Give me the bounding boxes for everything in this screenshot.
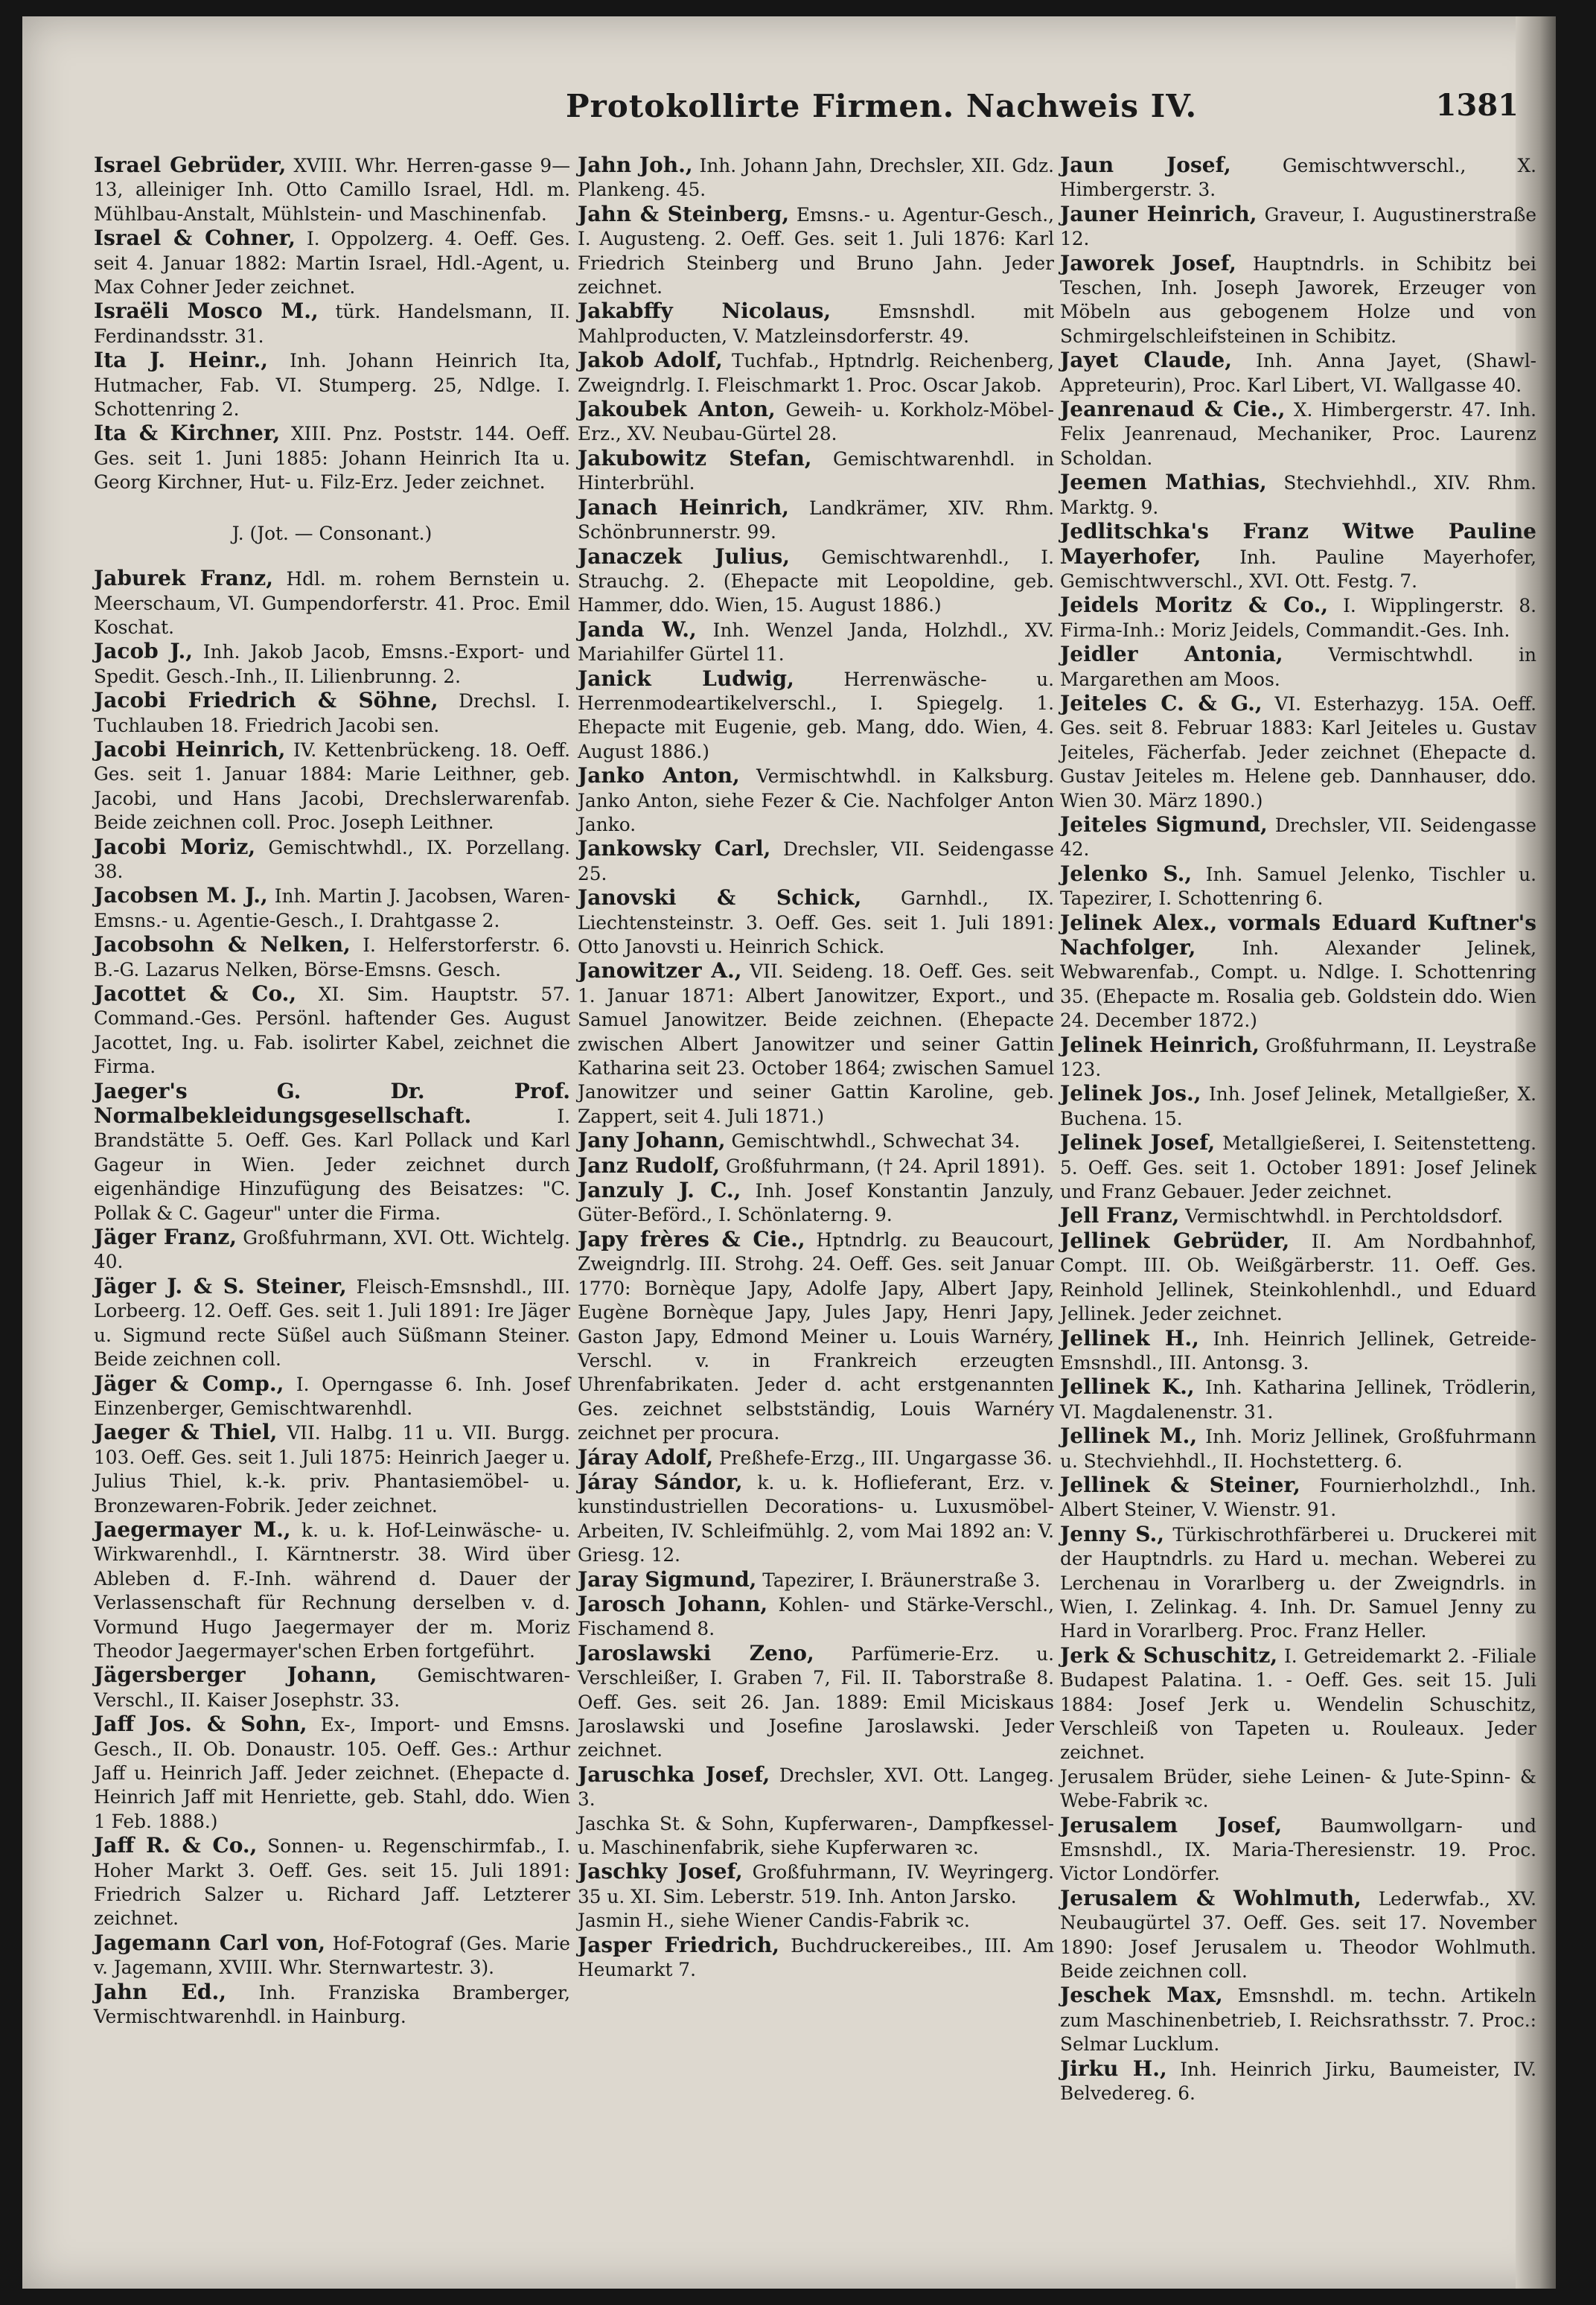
directory-entry: [1060, 348, 1536, 398]
firm-name: Janovski & Schick,: [578, 885, 862, 911]
entry-details: Fournierholzhdl., Inh. Albert Steiner, V. Wienstr. 91.: [1060, 1474, 1536, 1521]
firm-name: Jerusalem Josef,: [1060, 1812, 1283, 1837]
entry-details: Jerusalem Brüder, siehe Leinen- & Jute-Spinn- & Webe-Fabrik ꝛc.: [1060, 1765, 1536, 1812]
directory-entry: [578, 764, 1054, 837]
firm-name: Jacottet & Co.,: [94, 981, 297, 1006]
firm-name: Jakoubek Anton,: [578, 397, 776, 422]
entry-details: Geweih- u. Korkholz-Möbel-Erz., XV. Neubau-Gürtel 28.: [578, 399, 1055, 445]
directory-entry: [1060, 1887, 1536, 1984]
directory-entry: [94, 567, 570, 640]
firm-name: Jeiteles C. & G.,: [1060, 690, 1263, 715]
directory-entry: [94, 689, 570, 738]
directory-entry: [578, 398, 1054, 447]
directory-entry: [94, 299, 570, 348]
directory-entry: [94, 640, 570, 689]
firm-name: Israel & Cohner,: [94, 226, 296, 251]
firm-name: Jaruschka Josef,: [578, 1762, 770, 1787]
firm-name: Jelinek Josef,: [1060, 1130, 1216, 1155]
column-middle: [578, 153, 1054, 1982]
entry-details: XIII. Pnz. Poststr. 144. Oeff. Ges. seit 1. Juni 1885: Johann Heinrich Ita u. Georg Kirchner, Hut- u. Filz-Erz. Jeder zeichnet.: [94, 423, 571, 494]
directory-entry: [94, 1663, 570, 1712]
directory-entry: [1060, 1644, 1536, 1765]
directory-entry: [1060, 1814, 1536, 1887]
directory-entry: [578, 1568, 1054, 1593]
column-right: [1060, 153, 1536, 2106]
firm-name: Jahn & Steinberg,: [578, 201, 790, 226]
entry-details: Inh. Pauline Mayerhofer, Gemischtwverschl., XVI. Ott. Festg. 7.: [1060, 546, 1536, 592]
firm-name: Ita & Kirchner,: [94, 421, 281, 446]
directory-entry: [1060, 1082, 1536, 1131]
entry-details: Inh. Heinrich Jirku, Baumeister, IV. Belvedereg. 6.: [1060, 2058, 1537, 2105]
entry-details: Tuchfab., Hptndrlg. Reichenberg, Zweigndrlg. I. Fleischmarkt 1. Proc. Oscar Jakob.: [578, 350, 1054, 396]
entry-details: Vermischtwhdl. in Kalksburg. Janko Anton, siehe Fezer & Cie. Nachfolger Anton Janko.: [578, 765, 1055, 835]
entry-details: Drechsler, XVI. Ott. Langeg. 3.: [578, 1764, 1055, 1811]
entry-details: Inh. Josef Jelinek, Metallgießer, X. Buchena. 15.: [1060, 1083, 1536, 1129]
firm-name: Jirku H.,: [1060, 2056, 1167, 2081]
directory-entry: [578, 299, 1054, 348]
directory-entry: [1060, 1424, 1536, 1473]
firm-name: Japy frères & Cie.,: [578, 1226, 805, 1252]
directory-entry: [578, 959, 1054, 1129]
firm-name: Jaburek Franz,: [94, 566, 273, 591]
directory-entry: [94, 348, 570, 421]
entry-details: Inh. Josef Konstantin Janzuly, Güter-Beförd., I. Schönlaterng. 9.: [578, 1180, 1054, 1226]
firm-name: Jaschky Josef,: [578, 1859, 743, 1884]
firm-name: Janick Ludwig,: [578, 666, 794, 691]
firm-name: Jaeger & Thiel,: [94, 1420, 278, 1445]
entry-details: XVIII. Whr. Herren-gasse 9—13, alleiniger Inh. Otto Camillo Israel, Hdl. m. Mühlbau-Anstalt, Mühlstein- und Maschinenfab.: [94, 155, 570, 225]
firm-name: Járay Sándor,: [578, 1469, 743, 1494]
entry-details: VII. Halbg. 11 u. VII. Burgg. 103. Oeff. Ges. seit 1. Juli 1875: Heinrich Jaeger u. Julius Thiel, k.-k. priv. Phantasiemöbel- u. Bronzewaren-Fobrik. Jeder zeichnet.: [94, 1422, 570, 1517]
directory-entry: [578, 1909, 1054, 1933]
directory-entry: [578, 1763, 1054, 1812]
firm-name: Jayet Claude,: [1060, 348, 1232, 373]
entry-details: Hauptndrls. in Schibitz bei Teschen, Inh. Joseph Jaworek, Erzeuger von Möbeln aus gebogenem Holze und von Schmirgelschleifsteinen in Schibitz.: [1060, 252, 1536, 347]
firm-name: Jacob J.,: [94, 639, 193, 664]
page-number: 1381: [1435, 88, 1519, 123]
firm-name: Jerk & Schuschitz,: [1060, 1642, 1278, 1668]
firm-name: Jägersberger Johann,: [94, 1662, 377, 1688]
directory-entry: [578, 1154, 1054, 1179]
entry-details: Inh. Johann Heinrich Ita, Hutmacher, Fab. VI. Stumperg. 25, Ndlge. I. Schottenring 2.: [94, 350, 571, 421]
entry-details: Inh. Wenzel Janda, Holzhdl., XV. Mariahilfer Gürtel 11.: [578, 619, 1054, 666]
entry-details: Landkrämer, XIV. Rhm. Schönbrunnerstr. 99.: [578, 497, 1054, 543]
directory-entry: [94, 933, 570, 982]
directory-entry: [1060, 520, 1536, 593]
firm-name: Jellinek & Steiner,: [1060, 1472, 1300, 1497]
firm-name: Jeidler Antonia,: [1060, 642, 1283, 667]
entry-details: Großfuhrmann, († 24. April 1891).: [720, 1155, 1046, 1177]
firm-name: Jellinek M.,: [1060, 1424, 1198, 1449]
entry-details: I. Operngasse 6. Inh. Josef Einzenberger, Gemischtwarenhdl.: [94, 1373, 570, 1419]
page-header: [89, 88, 1533, 140]
directory-entry: [94, 884, 570, 933]
entry-details: Inh. Franziska Bramberger, Vermischtwarenhdl. in Hainburg.: [94, 1981, 570, 2028]
entry-details: Garnhdl., IX. Liechtensteinstr. 3. Oeff. Ges. seit 1. Juli 1891: Otto Janovsti u. Heinrich Schick.: [578, 887, 1054, 957]
directory-entry: [578, 153, 1054, 203]
directory-entry: [1060, 398, 1536, 471]
directory-entry: [578, 447, 1054, 496]
firm-name: Jenny S.,: [1060, 1521, 1165, 1546]
firm-name: Jaff R. & Co.,: [94, 1833, 258, 1858]
directory-entry: [578, 1129, 1054, 1153]
entry-details: Herrenwäsche- u. Herrenmodeartikelverschl., I. Spiegelg. 1. Ehepacte mit Eugenie, geb. Mang, ddo. Wien, 4. August 1886.): [578, 668, 1054, 762]
directory-entry: [94, 1518, 570, 1663]
directory-entry: [94, 226, 570, 299]
firm-name: Jakubowitz Stefan,: [578, 445, 812, 471]
entry-details: Ex-, Import- und Emsns. Gesch., II. Ob. Donaustr. 105. Oeff. Ges.: Arthur Jaff u. Heinrich Jaff. Jeder zeichnet. (Ehepacte d. Heinrich Jaff mit Henriette, geb. Stahl, ddo. Wien 1 Feb. 1888.): [94, 1714, 570, 1832]
entry-details: Baumwollgarn- und Emsnshdl., IX. Maria-Theresienstr. 19. Proc. Victor Londörfer.: [1060, 1814, 1536, 1885]
firm-name: Jell Franz,: [1060, 1203, 1180, 1228]
directory-entry: [1060, 1131, 1536, 1204]
directory-entry: [1060, 813, 1536, 862]
directory-entry: [1060, 1033, 1536, 1083]
entry-details: II. Am Nordbahnhof, Compt. III. Ob. Weißgärberstr. 11. Oeff. Ges. Reinhold Jellinek, Steinkohlenhdl., und Eduard Jellinek. Jeder zeichnet.: [1060, 1230, 1536, 1325]
firm-name: Janda W.,: [578, 616, 697, 642]
directory-entry: [1060, 471, 1536, 520]
directory-entry: [1060, 1375, 1536, 1424]
directory-entry: [578, 1642, 1054, 1763]
directory-entry: [94, 835, 570, 884]
entry-details: Emsnshdl. mit Mahlproducten, V. Matzleinsdorferstr. 49.: [578, 301, 1054, 347]
entry-details: VI. Esterhazyg. 15A. Oeff. Ges. seit 8. Februar 1883: Karl Jeiteles u. Gustav Jeiteles, Fächerfab. Jeder zeichnet (Ehepacte d. Gustav Jeiteles m. Helene geb. Dannhauser, ddo. Wien 30. März 1890.): [1060, 692, 1536, 812]
firm-name: Jäger J. & S. Steiner,: [94, 1273, 347, 1298]
entry-details: Inh. Martin J. Jacobsen, Waren-Emsns.- u. Agentie-Gesch., I. Drahtgasse 2.: [94, 885, 570, 931]
firm-name: Jasper Friedrich,: [578, 1932, 780, 1957]
firm-name: Jakabffy Nicolaus,: [578, 299, 831, 324]
directory-entry: [578, 203, 1054, 300]
directory-entry: [94, 738, 570, 835]
entry-details: Inh. Jakob Jacob, Emsns.-Export- und Spedit. Gesch.-Inh., II. Lilienbrunng. 2.: [94, 641, 570, 687]
firm-name: Jedlitschka's Franz Witwe Pauline Mayerhofer,: [1060, 519, 1536, 569]
entry-details: XI. Sim. Hauptstr. 57. Command.-Ges. Persönl. haftender Ges. August Jacottet, Ing. u. Fab. isolirter Kabel, zeichnet die Firma.: [94, 983, 570, 1078]
entry-details: Gemischtwhdl., Schwechat 34.: [725, 1130, 1021, 1152]
entry-details: Hof-Fotograf (Ges. Marie v. Jagemann, XVIII. Whr. Sternwartestr. 3).: [94, 1932, 570, 1979]
entry-details: Preßhefe-Erzg., III. Ungargasse 36.: [713, 1447, 1053, 1469]
directory-page: [22, 16, 1556, 2289]
firm-name: Jahn Ed.,: [94, 1979, 226, 2004]
entry-details: Drechsler, VII. Seidengasse 42.: [1060, 814, 1537, 861]
entry-details: Gemischtwverschl., X. Himbergerstr. 3.: [1060, 155, 1536, 201]
firm-name: Jagemann Carl von,: [94, 1930, 326, 1955]
entry-details: Gemischtwaren-Verschl., II. Kaiser Josephstr. 33.: [94, 1665, 570, 1711]
entry-details: Lederwfab., XV. Neubaugürtel 37. Oeff. Ges. seit 17. November 1890: Josef Jerusalem u. Theodor Wohlmuth. Beide zeichnen coll.: [1060, 1887, 1536, 1983]
firm-name: Jaeger's G. Dr. Prof. Normalbekleidungsgesellschaft.: [94, 1078, 570, 1129]
entry-details: Jasmin H., siehe Wiener Candis-Fabrik ꝛc.: [578, 1910, 970, 1932]
firm-name: Jellinek Gebrüder,: [1060, 1228, 1290, 1253]
page-title: Protokollirte Firmen. Nachweis IV.: [566, 88, 1198, 124]
entry-details: Emsns.- u. Agentur-Gesch., I. Augusteng. 2. Oeff. Ges. seit 1. Juli 1876: Karl Friedrich Steinberg und Bruno Jahn. Jeder zeichnet.: [578, 203, 1054, 299]
firm-name: Jacobsohn & Nelken,: [94, 932, 351, 957]
firm-name: Jauner Heinrich,: [1060, 201, 1257, 226]
entry-details: Inh. Samuel Jelenko, Tischler u. Tapezirer, I. Schottenring 6.: [1060, 863, 1536, 910]
directory-entry: [578, 667, 1054, 765]
firm-name: Jaroslawski Zeno,: [578, 1640, 814, 1665]
entry-details: Fleisch-Emsnshdl., III. Lorbeerg. 12. Oeff. Ges. seit 1. Juli 1891: Ire Jäger u. Sigmund recte Süßel auch Süßmann Steiner. Beide zeichnen coll.: [94, 1275, 571, 1371]
firm-name: Jaun Josef,: [1060, 153, 1231, 177]
directory-entry: [94, 1225, 570, 1275]
entry-details: Sonnen- u. Regenschirmfab., I. Hoher Markt 3. Oeff. Ges. seit 15. Juli 1891: Friedrich Salzer u. Richard Jaff. Letzterer zeichnet.: [94, 1835, 570, 1930]
entry-details: Vermischtwhdl. in Perchtoldsdorf.: [1179, 1205, 1504, 1228]
directory-entry: [578, 1860, 1054, 1909]
entry-details: türk. Handelsmann, II. Ferdinandsstr. 31.: [94, 301, 570, 347]
firm-name: Jahn Joh.,: [578, 153, 693, 177]
directory-entry: [1060, 203, 1536, 252]
directory-entry: [1060, 643, 1536, 692]
directory-entry: [1060, 911, 1536, 1033]
entry-details: Parfümerie-Erz. u. Verschleißer, I. Graben 7, Fil. II. Taborstraße 8. Oeff. Ges. seit 26. Jan. 1889: Emil Miciskaus Jaroslawski und Josefine Jaroslawski. Jeder zeichnet.: [578, 1642, 1054, 1762]
entry-details: Graveur, I. Augustinerstraße 12.: [1060, 203, 1537, 250]
directory-entry: [94, 1980, 570, 2030]
firm-name: Janko Anton,: [578, 763, 740, 788]
directory-entry: [94, 1712, 570, 1834]
firm-name: Jaray Sigmund,: [578, 1566, 757, 1592]
entry-details: Großfuhrmann, II. Leystraße 123.: [1060, 1034, 1536, 1081]
entry-details: k. u. k. Hoflieferant, Erz. v. kunstindustriellen Decorations- u. Luxusmöbel-Arbeiten, IV. Schleifmühlg. 2, vom Mai 1892 an: V. Griesg. 12.: [578, 1471, 1054, 1566]
directory-entry: [1060, 692, 1536, 813]
entry-details: Buchdruckereibes., III. Am Heumarkt 7.: [578, 1934, 1054, 1981]
directory-entry: [1060, 2057, 1536, 2106]
entry-details: Drechsl. I. Tuchlauben 18. Friedrich Jacobi sen.: [94, 690, 570, 736]
directory-entry: [578, 1470, 1054, 1568]
entry-details: Gemischtwarenhdl., I. Strauchg. 2. (Ehepacte mit Leopoldine, geb. Hammer, ddo. Wien, 15. August 1886.): [578, 546, 1054, 616]
entry-details: Türkischrothfärberei u. Druckerei mit der Hauptndrls. zu Hard u. mechan. Weberei zu Lerchenau in Vorarlberg u. der Zweigndrls. in Wien, I. Zelinkag. 4. Inh. Dr. Samuel Jenny zu Hard in Vorarlberg. Proc. Franz Heller.: [1060, 1523, 1536, 1642]
column-left: [94, 153, 570, 2029]
entry-details: I. Oppolzerg. 4. Oeff. Ges. seit 4. Januar 1882: Martin Israel, Hdl.-Agent, u. Max Cohner Jeder zeichnet.: [94, 228, 570, 299]
entry-details: I. Getreidemarkt 2. -Filiale Budapest Palatina. 1. - Oeff. Ges. seit 15. Juli 1884: Josef Jerk u. Wendelin Schuschitz, Verschleiß von Tapeten u. Rouleaux. Jeder zeichnet.: [1060, 1645, 1536, 1764]
directory-entry: [1060, 1204, 1536, 1228]
firm-name: Jaff Jos. & Sohn,: [94, 1712, 307, 1737]
entry-details: Inh. Moriz Jellinek, Großfuhrmann u. Stechviehhdl., II. Hochstetterg. 6.: [1060, 1426, 1536, 1472]
entry-details: Inh. Anna Jayet, (Shawl-Appreteurin), Proc. Karl Libert, VI. Wallgasse 40.: [1060, 350, 1537, 396]
entry-details: Kohlen- und Stärke-Verschl., Fischamend 8.: [578, 1593, 1055, 1640]
entry-details: I. Wipplingerstr. 8. Firma-Inh.: Moriz Jeidels, Commandit.-Ges. Inh.: [1060, 595, 1536, 641]
entry-details: Hptndrlg. zu Beaucourt, Zweigndrlg. III. Strohg. 24. Oeff. Ges. seit Januar 1770: Bornèque Japy, Adolfe Japy, Albert Japy, Eugène Bornèque Japy, Jules Japy, Henri Japy, Gaston Japy, Edmond Meiner u. Louis Warnéry, Verschl. v. in Frankreich erzeugten Uhrenfabrikaten. Jeder d. acht erstgenannten Ges. zeichnet selbstständig, Louis Warnéry zeichnet per procura.: [578, 1228, 1055, 1444]
directory-entry: [1060, 1983, 1536, 2056]
firm-name: Jarosch Johann,: [578, 1591, 768, 1616]
directory-entry: [1060, 1229, 1536, 1327]
entry-details: Gemischtwhdl., IX. Porzellang. 38.: [94, 836, 570, 882]
directory-entry: [94, 982, 570, 1080]
directory-entry: [1060, 1523, 1536, 1644]
firm-name: Israëli Mosco M.,: [94, 299, 319, 324]
firm-name: Janowitzer A.,: [578, 958, 742, 983]
firm-name: Jäger & Comp.,: [94, 1371, 284, 1396]
firm-name: Jelinek Alex., vormals Eduard Kuftner's Nachfolger,: [1060, 910, 1536, 960]
directory-entry: [1060, 1473, 1536, 1523]
directory-entry: [94, 1275, 570, 1372]
firm-name: Janach Heinrich,: [578, 494, 789, 520]
directory-entry: [578, 1593, 1054, 1642]
firm-name: Janzuly J. C.,: [578, 1178, 741, 1203]
firm-name: Jacobi Heinrich,: [94, 736, 286, 762]
directory-entry: [578, 545, 1054, 618]
firm-name: Jany Johann,: [578, 1128, 726, 1153]
firm-name: Jacobi Moriz,: [94, 834, 256, 859]
directory-entry: [94, 1931, 570, 1980]
entry-details: Emsnshdl. m. techn. Artikeln zum Maschinenbetrieb, I. Reichsrathsstr. 7. Proc.: Selmar Lucklum.: [1060, 1985, 1536, 2056]
firm-name: Israel Gebrüder,: [94, 153, 287, 177]
firm-name: Jacobsen M. J.,: [94, 883, 268, 908]
entry-details: IV. Kettenbrückeng. 18. Oeff. Ges. seit 1. Januar 1884: Marie Leithner, geb. Jacobi, und Hans Jacobi, Drechslerwarenfab. Beide zeichnen coll. Proc. Joseph Leithner.: [94, 739, 571, 834]
firm-name: Jacobi Friedrich & Söhne,: [94, 688, 438, 713]
directory-entry: [94, 1372, 570, 1421]
firm-name: Járay Adolf,: [578, 1444, 714, 1470]
firm-name: Jaegermayer M.,: [94, 1517, 291, 1542]
directory-entry: [578, 886, 1054, 959]
firm-name: Jellinek H.,: [1060, 1325, 1199, 1351]
entry-details: Großfuhrmann, IV. Weyringerg. 35 u. XI. Sim. Leberstr. 519. Inh. Anton Jarsko.: [578, 1861, 1054, 1907]
directory-entry: [578, 1933, 1054, 1983]
directory-entry: [94, 1421, 570, 1518]
entry-details: Jaschka St. & Sohn, Kupferwaren-, Dampfkessel- u. Maschinenfabrik, siehe Kupferwaren ꝛc.: [578, 1812, 1054, 1859]
firm-name: Jäger Franz,: [94, 1225, 237, 1250]
directory-entry: [578, 1446, 1054, 1470]
firm-name: Jelenko S.,: [1060, 861, 1193, 886]
directory-entry: [1060, 1765, 1536, 1814]
entry-details: VII. Seideng. 18. Oeff. Ges. seit 1. Januar 1871: Albert Janowitzer, Export., und Samuel Janowitzer. Beide zeichnen. (Ehepacte zwischen Albert Janowitzer und seiner Gattin Katharina seit 23. October 1864; zwischen Samuel Janowitzer und seiner Gattin Karoline, geb. Zappert, seit 4. Juli 1871.): [578, 960, 1054, 1127]
firm-name: Jeiteles Sigmund,: [1060, 812, 1268, 837]
firm-name: Jellinek K.,: [1060, 1374, 1195, 1400]
entry-details: Inh. Katharina Jellinek, Trödlerin, VI. Magdalenenstr. 31.: [1060, 1377, 1536, 1423]
entry-details: k. u. k. Hof-Leinwäsche- u. Wirkwarenhdl., I. Kärntnerstr. 38. Wird über Ableben d. F.-Inh. während d. Dauer der Verlassenschaft für Rechnung derselben v. d. Vormund Hugo Jaegermayer der m. Moriz Theodor Jaegermayer'schen Erben fortgeführt.: [94, 1519, 570, 1662]
entry-details: X. Himbergerstr. 47. Inh. Felix Jeanrenaud, Mechaniker, Proc. Laurenz Scholdan.: [1060, 399, 1536, 469]
firm-name: Jankowsky Carl,: [578, 836, 771, 861]
directory-entry: [94, 153, 570, 226]
directory-entry: [94, 421, 570, 494]
entry-details: Metallgießerei, I. Seitenstetteng. 5. Oeff. Ges. seit 1. October 1891: Josef Jelinek und Franz Gebauer. Jeder zeichnet.: [1060, 1132, 1536, 1203]
directory-entry: [578, 348, 1054, 398]
firm-name: Jeanrenaud & Cie.,: [1060, 397, 1286, 422]
firm-name: Jeschek Max,: [1060, 1983, 1223, 2008]
entry-details: Vermischtwhdl. in Margarethen am Moos.: [1060, 644, 1536, 690]
firm-name: Jeidels Moritz & Co.,: [1060, 593, 1329, 618]
entry-details: Inh. Johann Jahn, Drechsler, XII. Gdz. Plankeng. 45.: [578, 155, 1054, 201]
firm-name: Jaworek Josef,: [1060, 250, 1236, 275]
directory-entry: [578, 1812, 1054, 1861]
directory-entry: [1060, 252, 1536, 349]
firm-name: Janaczek Julius,: [578, 543, 791, 569]
firm-name: Janz Rudolf,: [578, 1152, 721, 1178]
firm-name: Jeemen Mathias,: [1060, 470, 1267, 495]
entry-details: Hdl. m. rohem Bernstein u. Meerschaum, VI. Gumpendorferstr. 41. Proc. Emil Koschat.: [94, 568, 571, 638]
entry-details: Gemischtwarenhdl. in Hinterbrühl.: [578, 447, 1054, 494]
directory-entry: [578, 496, 1054, 545]
directory-entry: [578, 1228, 1054, 1446]
directory-entry: [1060, 153, 1536, 203]
firm-name: Ita J. Heinr.,: [94, 348, 268, 373]
firm-name: Jakob Adolf,: [578, 348, 723, 373]
firm-name: Jerusalem & Wohlmuth,: [1060, 1885, 1362, 1910]
directory-entry: [1060, 1327, 1536, 1376]
firm-name: Jelinek Jos.,: [1060, 1081, 1201, 1106]
entry-details: I. Helferstorferstr. 6. B.-G. Lazarus Nelken, Börse-Emsns. Gesch.: [94, 934, 570, 981]
directory-entry: [94, 1834, 570, 1931]
directory-entry: [578, 618, 1054, 667]
entry-details: Drechsler, VII. Seidengasse 25.: [578, 838, 1054, 884]
entry-details: Stechviehhdl., XIV. Rhm. Marktg. 9.: [1060, 472, 1536, 518]
entry-details: Großfuhrmann, XVI. Ott. Wichtelg. 40.: [94, 1227, 570, 1273]
entry-details: I. Brandstätte 5. Oeff. Ges. Karl Pollack und Karl Gageur in Wien. Jeder zeichnet durch eigenhändige Hinzufügung des Beisatzes: "C. Pollak & C. Gageur" unter die Firma.: [94, 1106, 570, 1224]
directory-entry: [578, 1179, 1054, 1228]
entry-details: Tapezirer, I. Bräunerstraße 3.: [756, 1569, 1041, 1591]
entry-details: Inh. Alexander Jelinek, Webwarenfab., Compt. u. Ndlge. I. Schottenring 35. (Ehepacte m. Rosalia geb. Goldstein ddo. Wien 24. December 1872.): [1060, 937, 1536, 1032]
directory-entry: [1060, 862, 1536, 911]
directory-entry: [1060, 593, 1536, 643]
directory-entry: [578, 837, 1054, 886]
section-heading: J. (Jot. — Consonant.): [232, 522, 432, 544]
entry-details: Inh. Heinrich Jellinek, Getreide-Emsnshdl., III. Antonsg. 3.: [1060, 1327, 1536, 1374]
firm-name: Jelinek Heinrich,: [1060, 1032, 1260, 1057]
directory-entry: [94, 1080, 570, 1225]
